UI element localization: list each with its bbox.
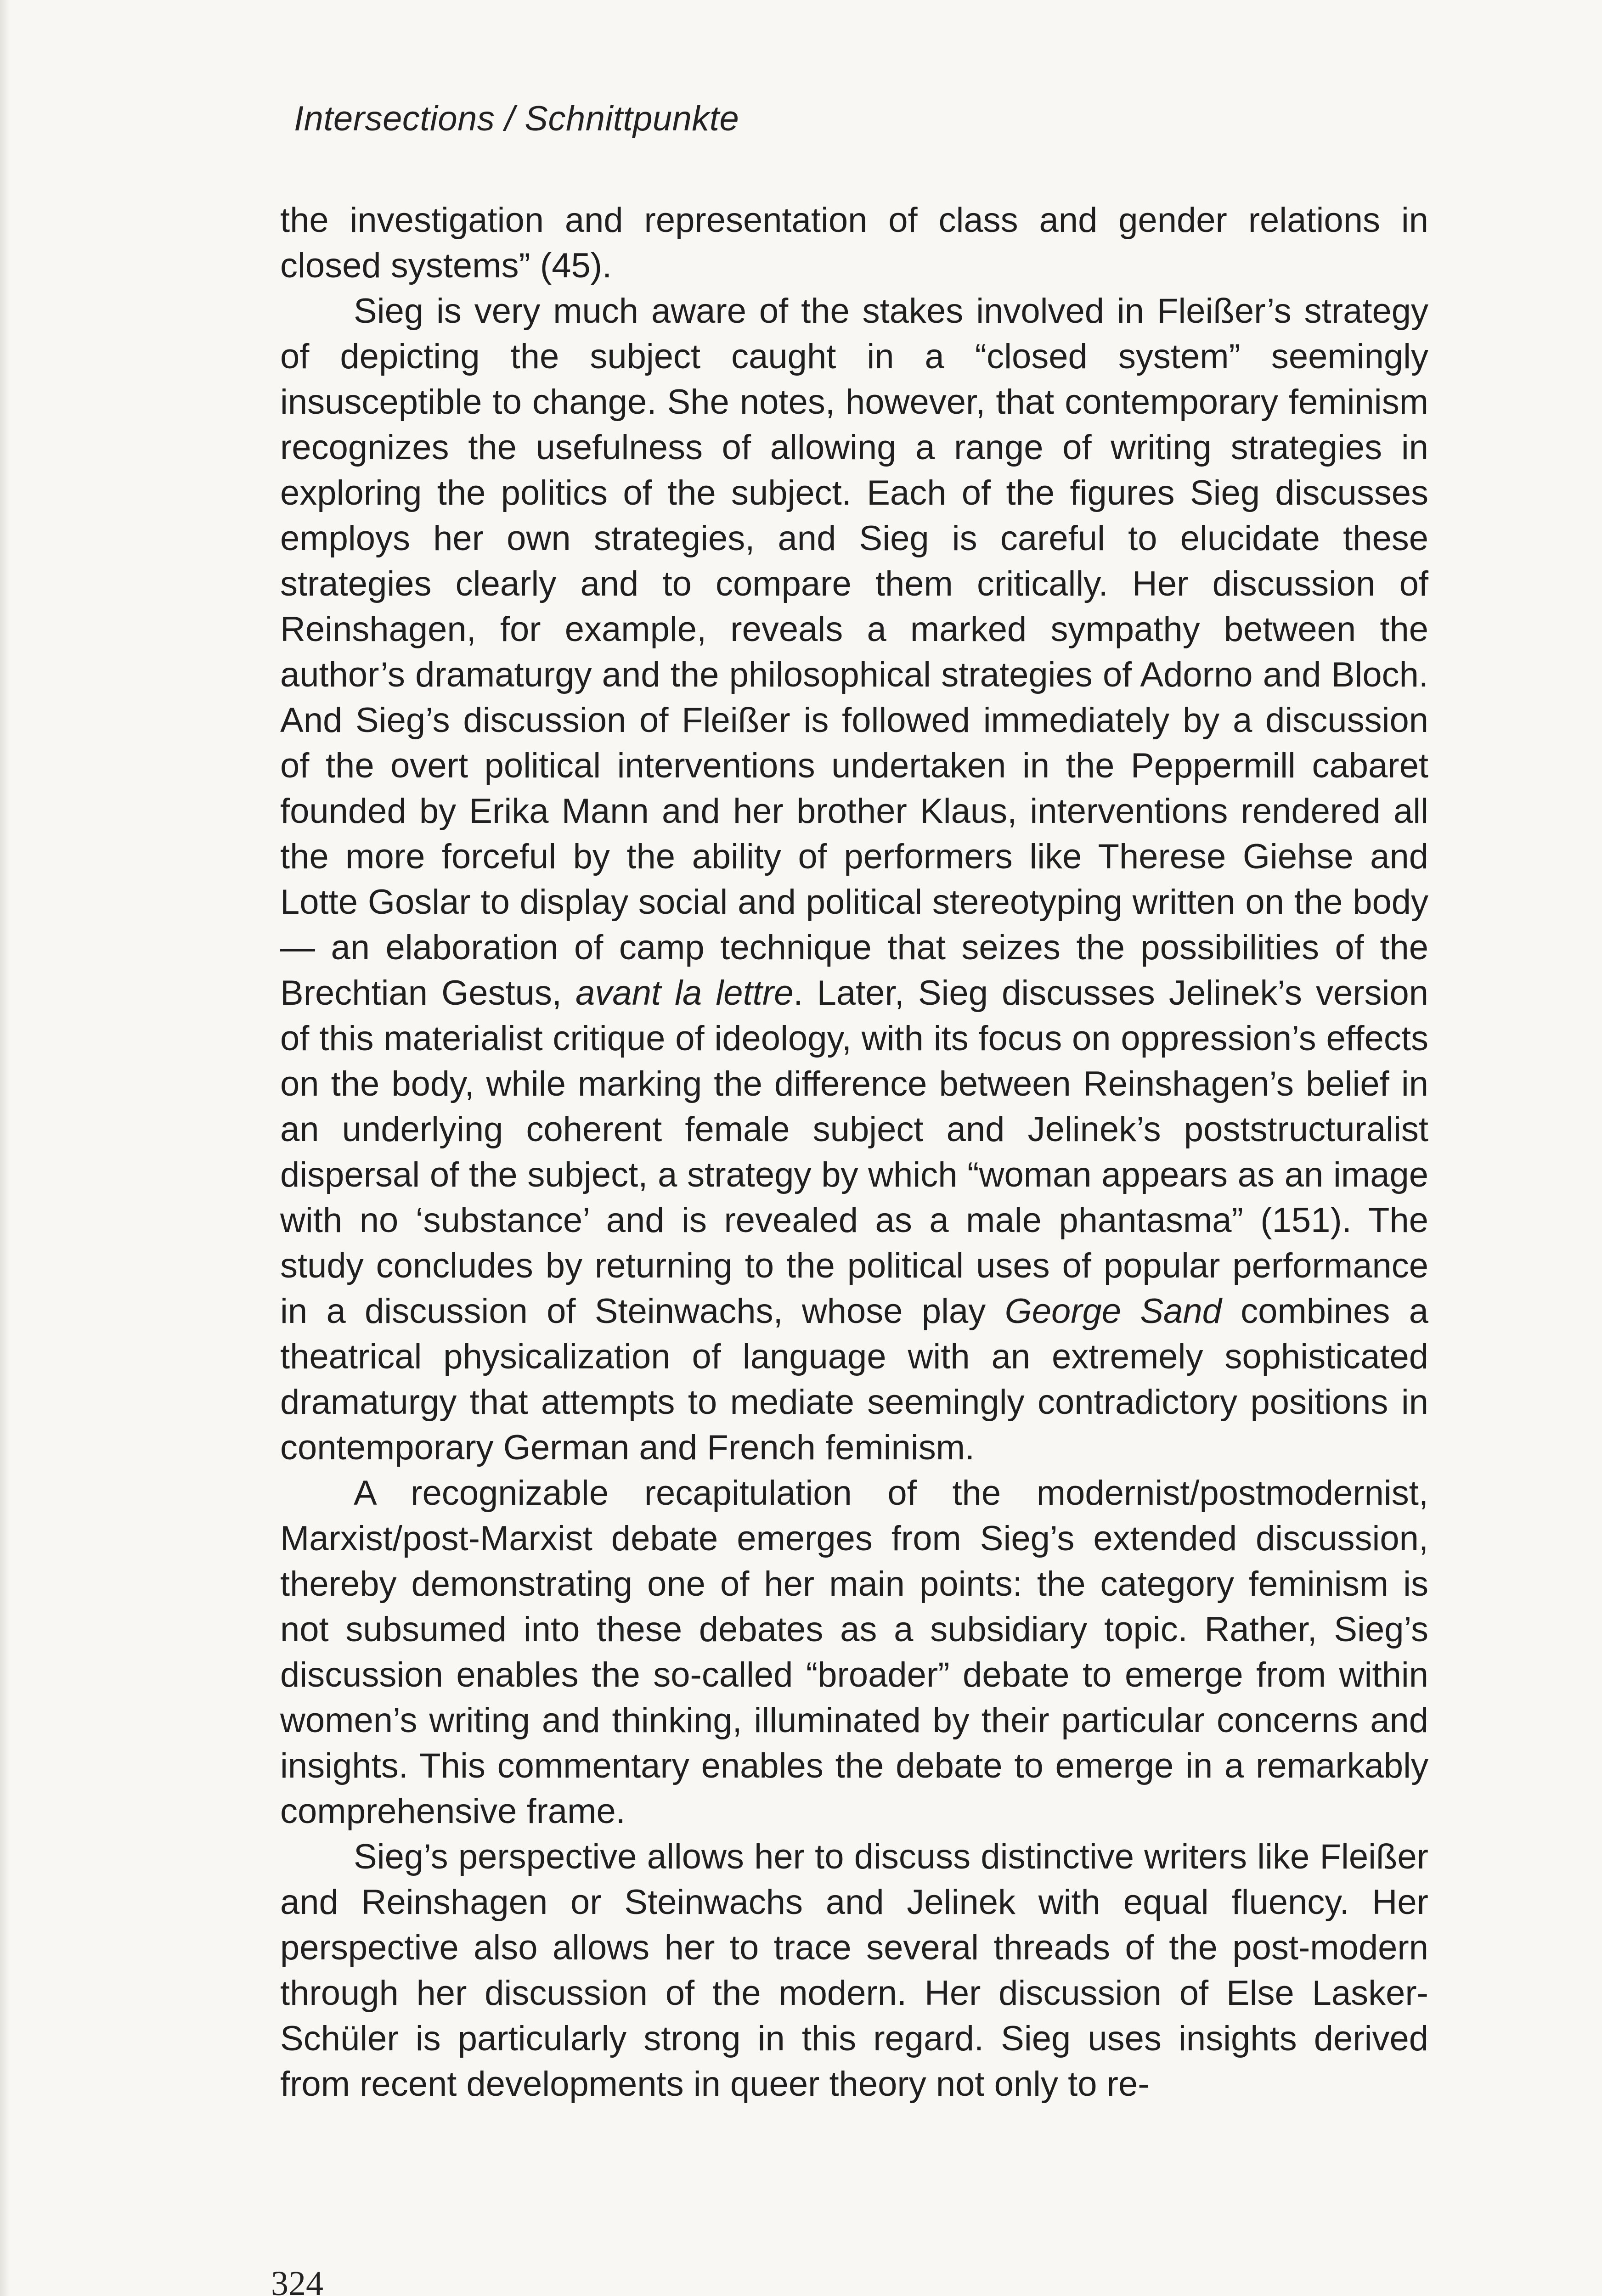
body-text: [280, 197, 1428, 2107]
paragraph-4: Sieg’s perspective allows her to discuss distinctive writers like Fleißer and Reinshagen or Steinwachs and Jelinek with equal fluency. Her perspective also allows her to trace several threads of the post-modern through her discussion of the modern. Her discussion of Else Lasker-Schüler is particularly strong in this regard. Sieg uses insights derived from recent developments in queer theory not only to re-: [280, 1837, 1428, 2104]
page-number: 324: [271, 2264, 323, 2296]
paragraph-2-part-b: . Later, Sieg discusses Jelinek’s version of this materialist critique of ideology, with its focus on oppression’s effects on the body, while marking the difference between Reinshagen’s belief in an underlying coherent female subject and Jelinek’s poststructuralist dispersal of the subject, a strategy by which “woman appears as an image with no ‘substance’ and is revealed as a male phantasma” (151). The study concludes by returning to the political uses of popular performance in a discussion of Steinwachs, whose play: [280, 974, 1429, 1331]
gutter-shadow: [0, 0, 10, 2296]
running-title-german: Schnittpunkte: [525, 99, 739, 138]
paragraph-2-part-c: combines a theatrical physicalization of language with an extremely sophisticated dramaturgy that attempts to mediate seemingly contradictory positions in contemporary German and French feminism.: [280, 1292, 1428, 1467]
paragraph-2-italic-avant-la-lettre: avant la lettre: [575, 974, 794, 1013]
running-head: [294, 99, 739, 139]
running-title-separator: /: [495, 99, 525, 138]
paragraph-2-italic-george-sand: George Sand: [1004, 1292, 1222, 1331]
paragraph-3: A recognizable recapitulation of the modernist/postmodernist, Marxist/post-Marxist debate emerges from Sieg’s extended discussion, thereby demonstrating one of her main points: the category feminism is not subsumed into these debates as a subsidiary topic. Rather, Sieg’s discussion enables the so-called “broader” debate to emerge from within women’s writing and thinking, illuminated by their particular concerns and insights. This commentary enables the debate to emerge in a remarkably comprehensive frame.: [280, 1474, 1428, 1831]
paragraph-2-part-a: Sieg is very much aware of the stakes involved in Fleißer’s strategy of depicting the subject caught in a “closed system” seemingly insusceptible to change. She notes, however, that contemporary feminism recognizes the usefulness of allowing a range of writing strategies in exploring the politics of the subject. Each of the figures Sieg discusses employs her own strategies, and Sieg is careful to elucidate these strategies clearly and to compare them critically. Her discussion of Reinshagen, for example, reveals a marked sympathy between the author’s dramaturgy and the philosophical strategies of Adorno and Bloch. And Sieg’s discussion of Fleißer is followed immediately by a discussion of the overt political interventions undertaken in the Peppermill cabaret founded by Erika Mann and her brother Klaus, interventions rendered all the more forceful by the ability of performers like Therese Giehse and Lotte Goslar to display social and political stereotyping written on the body — an elaboration of camp technique that seizes the possibilities of the Brechtian Gestus,: [280, 292, 1428, 1013]
paragraph-1: the investigation and representation of class and gender relations in closed systems” (45).: [280, 201, 1428, 285]
paragraph-2: [280, 288, 1428, 1470]
running-title-english: Intersections: [294, 99, 495, 138]
